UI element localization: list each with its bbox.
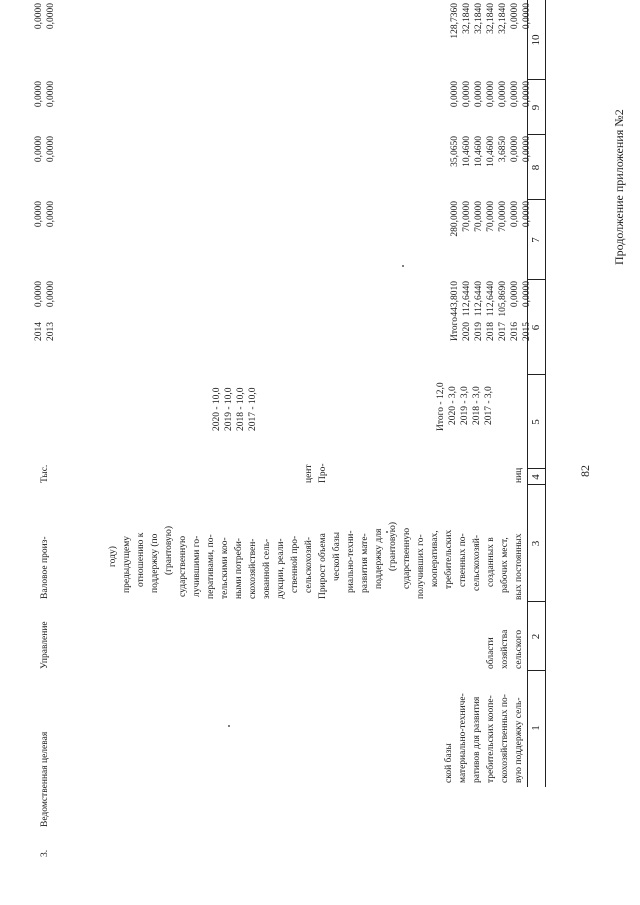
row-a-c8-3: 70,0000 <box>498 201 508 232</box>
row-a-col3-line-6: требительских <box>444 529 454 589</box>
row-a2-col5-line-3: 2019 - 10,0 <box>224 387 234 431</box>
row-a-year-2019: 2019 <box>474 322 484 341</box>
row-a-col3-line-14: ческой базы <box>332 532 342 581</box>
row-a-c8-total: 280,0000 <box>450 201 460 237</box>
scan-speck <box>402 265 404 267</box>
row-b-year-2014: 2014 <box>34 322 44 341</box>
header-col-3: 3 <box>530 540 542 547</box>
row-b-col4: Тыс. <box>40 464 50 483</box>
row-b-year-2013: 2013 <box>46 322 56 341</box>
row-a-col3-line-3: созданных в <box>486 537 496 587</box>
row-a-c9-2: 0,0000 <box>510 136 520 163</box>
row-a2-col3-line-3: ственной про- <box>290 535 300 593</box>
row-b-c9-2: 0,0000 <box>34 136 44 163</box>
row-a-year-2016: 2016 <box>510 322 520 341</box>
row-a-c8-2: 0,0000 <box>510 201 520 228</box>
scan-speck <box>386 531 388 533</box>
row-a-c9-4: 10,4600 <box>486 136 496 167</box>
row-a2-col3-line-6: скохозяйствен- <box>248 538 258 599</box>
row-a-col5-line-5: Итого - 12,0 <box>436 382 446 431</box>
row-a-c7-1: 0,0000 <box>522 281 532 308</box>
row-a2-col3-line-5: зованной сель- <box>262 538 272 599</box>
row-a-c11-3: 32,1840 <box>498 3 508 34</box>
row-a-col2-line-1: сельского <box>514 629 524 669</box>
row-a-year-2015: 2015 <box>522 322 532 341</box>
header-col-1: 1 <box>530 725 542 731</box>
row-a-c11-6: 32,1840 <box>462 3 472 34</box>
row-a2-col3-line-10: лучившими го- <box>192 535 202 597</box>
row-a-col1-line-5: материально-техниче- <box>458 693 468 783</box>
row-a2-col3-line-1: Прирост объема <box>318 533 328 599</box>
row-a2-col3-line-7: ными потреби- <box>234 538 244 599</box>
row-a2-col3-line-11: сударственную <box>178 535 188 597</box>
row-b-col2: Управление <box>40 621 50 669</box>
row-a2-col4-unit-line-2: цент <box>304 464 314 483</box>
row-a-col1-line-2: скохозяйственных по- <box>500 694 510 783</box>
row-a-c7-2: 0,0000 <box>510 281 520 308</box>
header-col-2: 2 <box>530 633 542 640</box>
row-b-col1: Ведомственная целевая <box>40 731 50 827</box>
row-a-c7-5: 112,6440 <box>474 281 484 317</box>
row-a-col2-line-2: хозяйства <box>500 629 510 669</box>
row-a-year-2020: 2020 <box>462 322 472 341</box>
row-a2-col5-line-2: 2018 - 10,0 <box>236 387 246 431</box>
row-a-c10-total: 0,0000 <box>450 81 460 108</box>
row-a2-col5-line-4: 2020 - 10,0 <box>212 387 222 431</box>
row-a-c8-6: 70,0000 <box>462 201 472 232</box>
scan-speck <box>228 725 230 727</box>
row-a-col3-line-1: вых постоянных <box>514 533 524 600</box>
row-a2-col3-line-14: отношению к <box>136 532 146 587</box>
row-a2-col3-line-13: поддержку (по <box>150 533 160 593</box>
row-a-col3-line-7: кооперативах, <box>430 530 440 587</box>
row-a2-col4-unit-line-1: Про- <box>318 463 328 483</box>
row-a-c9-3: 3,6850 <box>498 136 508 163</box>
header-col-7: 7 <box>530 237 542 243</box>
row-b-col3: Валовое произ- <box>40 536 50 599</box>
row-a2-col3-line-16: году) <box>108 546 118 567</box>
row-a-c8-1: 0,0000 <box>522 201 532 228</box>
row-a-c8-5: 70,0000 <box>474 201 484 232</box>
row-a-c8-4: 70,0000 <box>486 201 496 232</box>
row-a-c9-6: 10,4600 <box>462 136 472 167</box>
row-a-c11-4: 32,1840 <box>486 3 496 34</box>
row-a2-col3-line-2: сельскохозяй- <box>304 537 314 593</box>
row-b-c8-1: 0,0000 <box>46 201 56 228</box>
row-a-c11-1: 0,0000 <box>522 3 532 30</box>
row-a-year-2017: 2017 <box>498 322 508 341</box>
row-a-c10-6: 0,0000 <box>462 81 472 108</box>
row-a-c11-5: 32,1840 <box>474 3 484 34</box>
table-top-border <box>545 0 546 787</box>
row-a-col5-line-4: 2020 - 3,0 <box>448 386 458 425</box>
row-a-c7-6: 112,6440 <box>462 281 472 317</box>
continuation-title: Продолжение приложения №2 <box>612 109 626 265</box>
row-a-col1-line-1: вую поддержку сель- <box>514 697 524 783</box>
row-b-c8-2: 0,0000 <box>34 201 44 228</box>
row-a-c9-1: 0,0000 <box>522 136 532 163</box>
header-col-10: 10 <box>530 34 542 46</box>
row-a-c10-2: 0,0000 <box>510 81 520 108</box>
row-a-col3-line-2: рабочих мест, <box>500 537 510 593</box>
row-a-c7-total: 443,8010 <box>450 281 460 317</box>
row-a-col5-line-3: 2019 - 3,0 <box>460 386 470 425</box>
header-col-5: 5 <box>530 419 542 425</box>
row-a-c11-2: 0,0000 <box>510 3 520 30</box>
row-a-col5-line-2: 2018 - 3,0 <box>472 386 482 425</box>
row-a2-col3-line-9: перативами, по- <box>206 534 216 599</box>
row-a-col4-unit: ниц <box>514 467 524 483</box>
row-a-c7-4: 112,6440 <box>486 281 496 317</box>
header-col-8: 8 <box>530 164 542 171</box>
row-a-col3-line-10: (грантовую) <box>388 521 398 571</box>
row-a-col5-line-1: 2017 - 3,0 <box>484 386 494 425</box>
row-a2-col5-line-1: 2017 - 10,0 <box>248 387 258 431</box>
header-col-6: 6 <box>530 324 542 331</box>
row-a-col3-line-5: ственных по- <box>458 533 468 587</box>
row-a-col3-line-12: развития мате- <box>360 533 370 593</box>
row-b-c11-2: 0,0000 <box>34 3 44 30</box>
header-col-4: 4 <box>530 474 542 480</box>
row-b-c7-2: 0,0000 <box>34 281 44 308</box>
row-b-c10-2: 0,0000 <box>34 81 44 108</box>
row-a2-col3-line-15: предыдущему <box>122 535 132 593</box>
row-b-c11-1: 0,0000 <box>46 3 56 30</box>
row-a-col1-line-3: требительских коопе- <box>486 695 496 783</box>
row-a2-col3-line-12: (грантовую) <box>164 525 174 575</box>
row-a-col3-line-4: сельскохозяй- <box>472 535 482 591</box>
row-b-c10-1: 0,0000 <box>46 81 56 108</box>
page-number: 82 <box>578 465 592 477</box>
row-a-col1-line-6: ской базы <box>444 743 454 783</box>
row-a-year-total: Итого <box>450 316 460 341</box>
row-b-number: 3. <box>40 849 50 857</box>
row-a-col3-line-9: сударственную <box>402 527 412 589</box>
row-a-c10-4: 0,0000 <box>486 81 496 108</box>
row-a-c10-3: 0,0000 <box>498 81 508 108</box>
row-a2-col3-line-8: тельскими коо- <box>220 537 230 599</box>
row-a-col2-line-3: области <box>486 637 496 669</box>
row-b-c9-1: 0,0000 <box>46 136 56 163</box>
row-a-c9-total: 35,0650 <box>450 136 460 167</box>
row-a-c7-3: 105,8690 <box>498 281 508 317</box>
row-a-c9-5: 10,4600 <box>474 136 484 167</box>
row-a2-col3-line-4: дукции, реали- <box>276 538 286 599</box>
row-a-c10-5: 0,0000 <box>474 81 484 108</box>
row-b-c7-1: 0,0000 <box>46 281 56 308</box>
row-a-col1-line-4: ративов для развития <box>472 696 482 783</box>
row-a-c11-total: 128,7360 <box>450 3 460 39</box>
header-col-9: 9 <box>530 104 542 111</box>
row-a-col3-line-13: риально-техни- <box>346 530 356 593</box>
row-a-col3-line-8: получивших го- <box>416 534 426 599</box>
row-a-year-2018: 2018 <box>486 322 496 341</box>
row-a-col3-line-11: поддержку для <box>374 528 384 589</box>
row-a-c10-1: 0,0000 <box>522 81 532 108</box>
